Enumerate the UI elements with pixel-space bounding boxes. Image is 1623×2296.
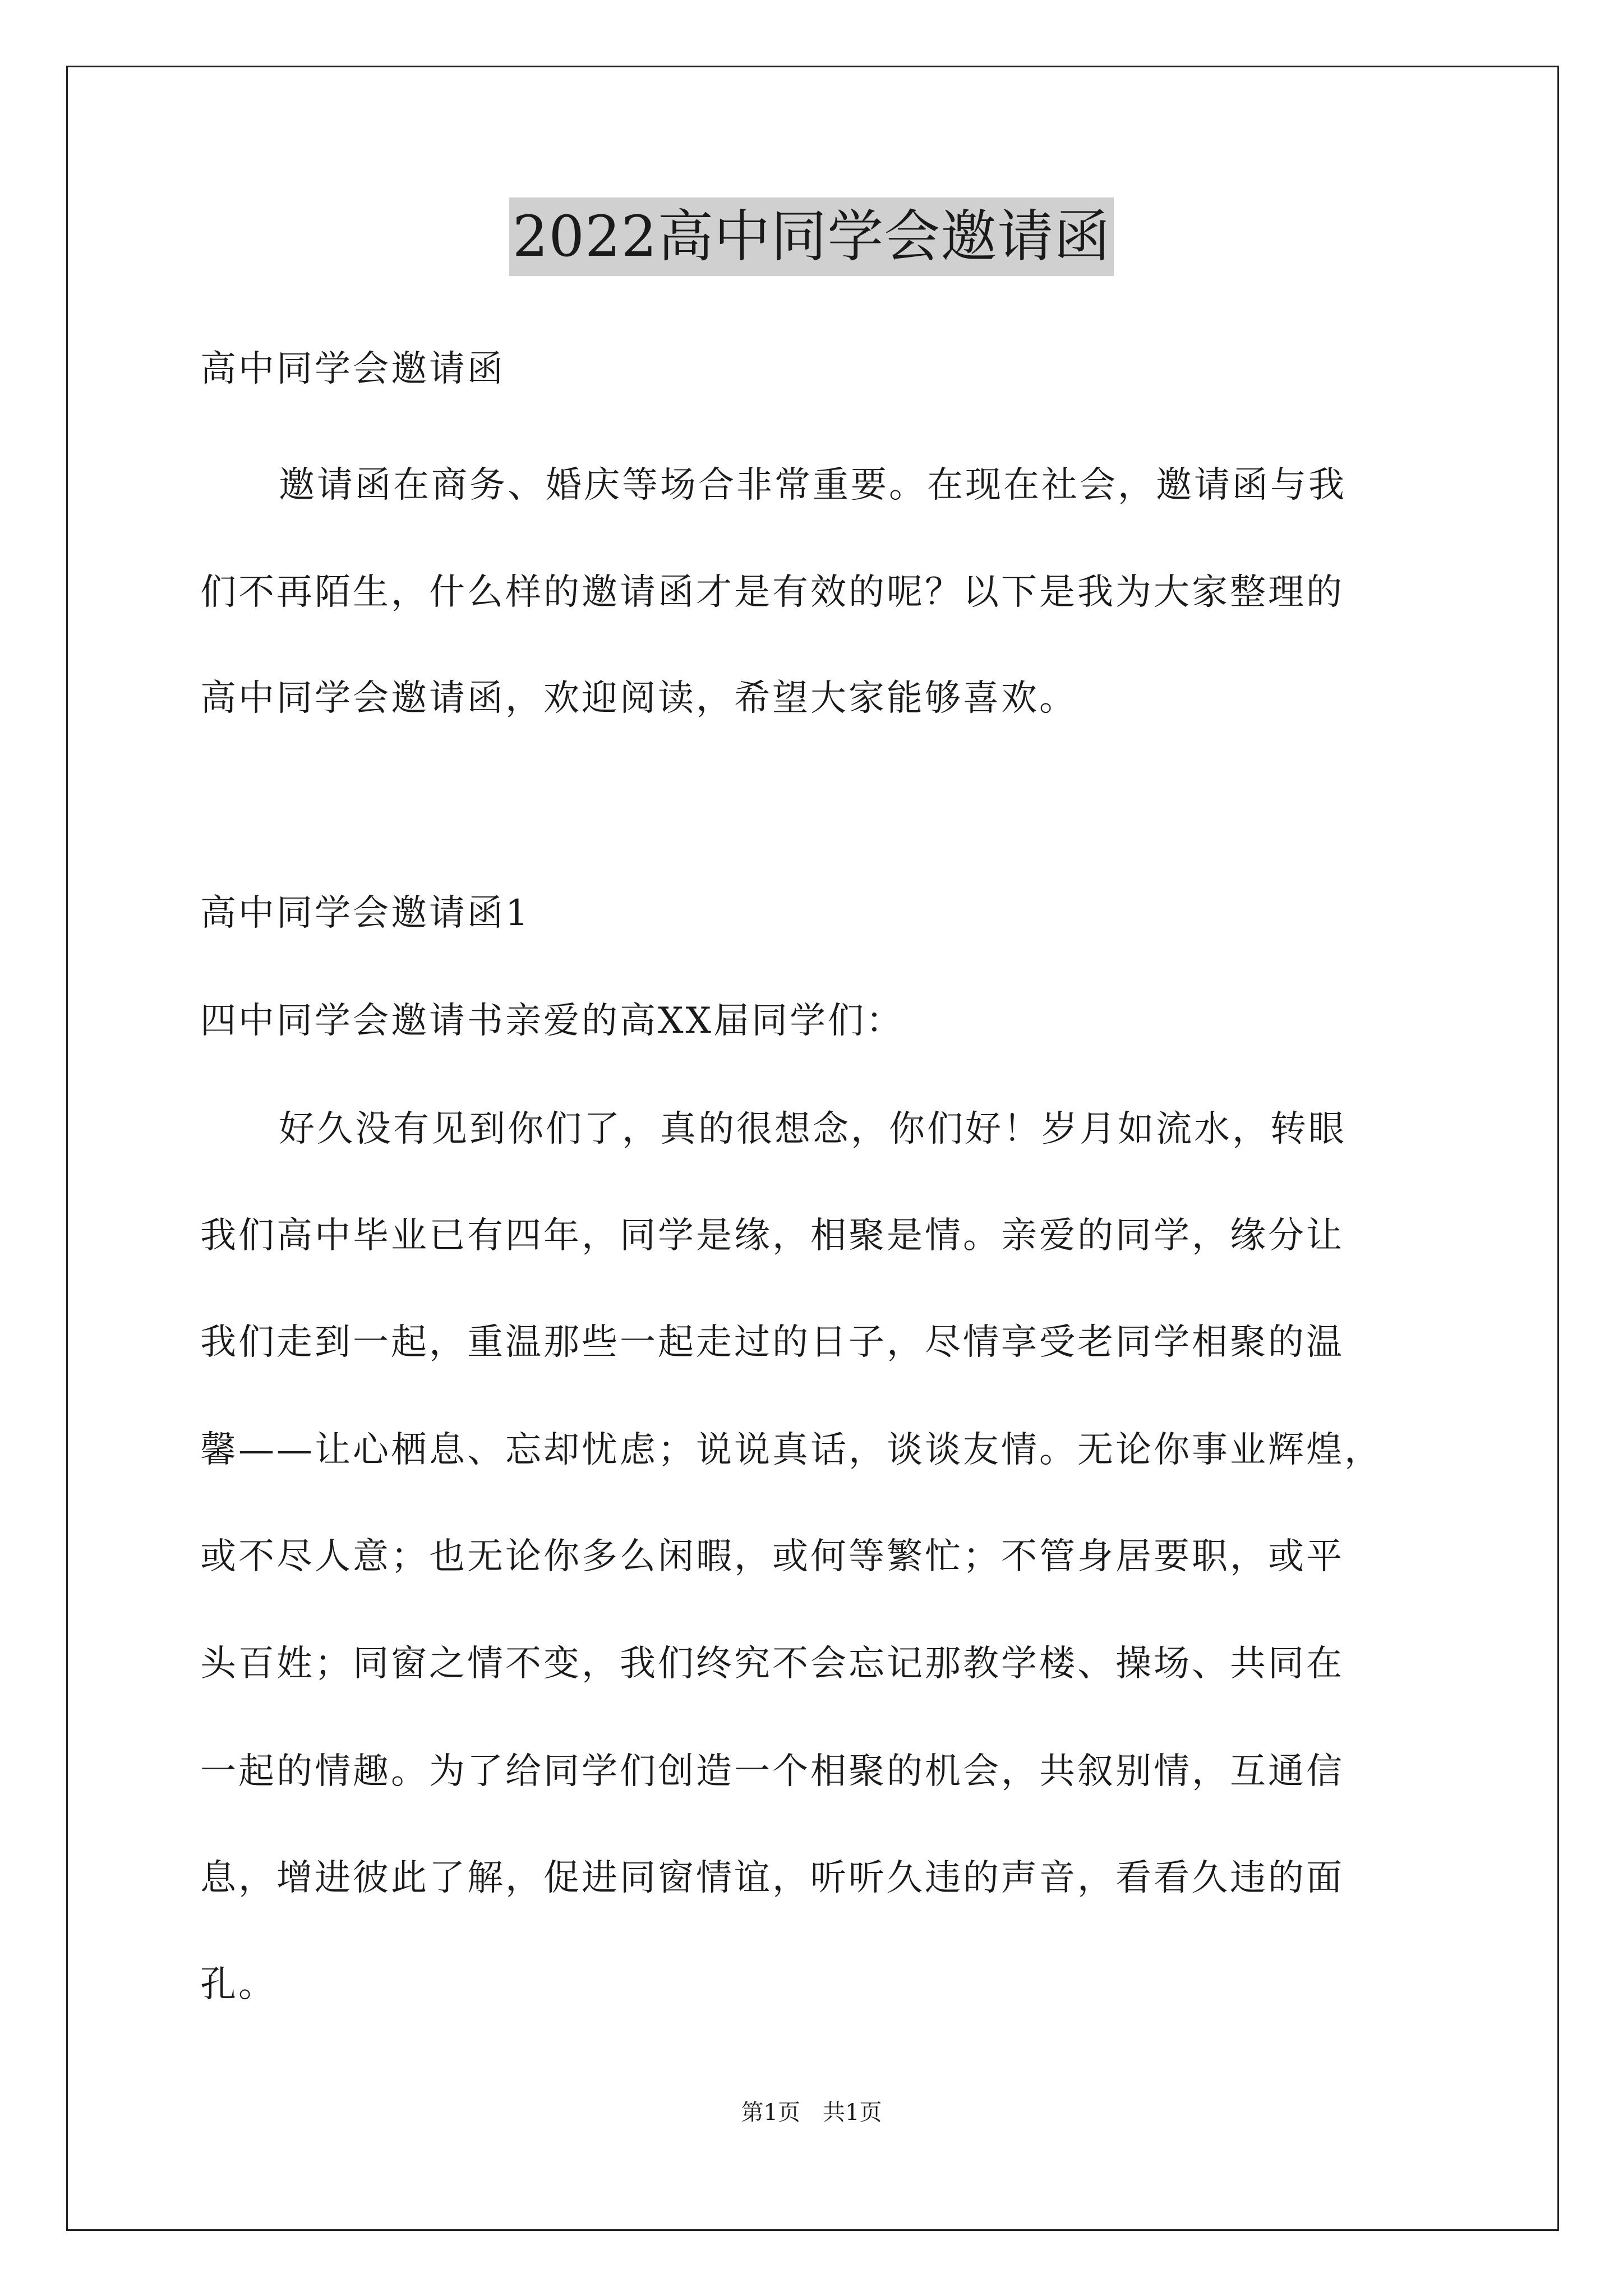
- salutation-line: 四中同学会邀请书亲爱的高XX届同学们：: [200, 1000, 905, 1042]
- intro-line-3: 高中同学会邀请函，欢迎阅读，希望大家能够喜欢。: [200, 678, 1077, 719]
- page-footer: 第1页 共1页: [741, 2100, 882, 2125]
- body-line-1: 好久没有见到你们了，真的很想念，你们好！岁月如流水，转眼: [279, 1108, 1347, 1150]
- title-wrap: [0, 197, 1623, 276]
- body-line-6: 头百姓；同窗之情不变，我们终究不会忘记那教学楼、操场、共同在: [200, 1643, 1344, 1685]
- body-line-3: 我们走到一起，重温那些一起走过的日子，尽情享受老同学相聚的温: [200, 1322, 1344, 1363]
- intro-line-2: 们不再陌生，什么样的邀请函才是有效的呢？以下是我为大家整理的: [200, 572, 1344, 613]
- body-line-9: 孔。: [200, 1964, 276, 2005]
- body-line-2: 我们高中毕业已有四年，同学是缘，相聚是情。亲爱的同学，缘分让: [200, 1215, 1344, 1257]
- section-heading: 高中同学会邀请函1: [200, 892, 531, 934]
- body-line-5: 或不尽人意；也无论你多么闲暇，或何等繁忙；不管身居要职，或平: [200, 1536, 1344, 1577]
- body-line-7: 一起的情趣。为了给同学们创造一个相聚的机会，共叙别情，互通信: [200, 1751, 1344, 1792]
- body-line-4: 馨——让心栖息、忘却忧虑；说说真话，谈谈友情。无论你事业辉煌，: [200, 1429, 1382, 1471]
- subtitle-line: 高中同学会邀请函: [200, 348, 505, 390]
- intro-line-1: 邀请函在商务、婚庆等场合非常重要。在现在社会，邀请函与我: [279, 464, 1347, 506]
- body-line-8: 息，增进彼此了解，促进同窗情谊，听听久违的声音，看看久违的面: [200, 1857, 1344, 1899]
- document-title: 2022高中同学会邀请函: [509, 197, 1114, 276]
